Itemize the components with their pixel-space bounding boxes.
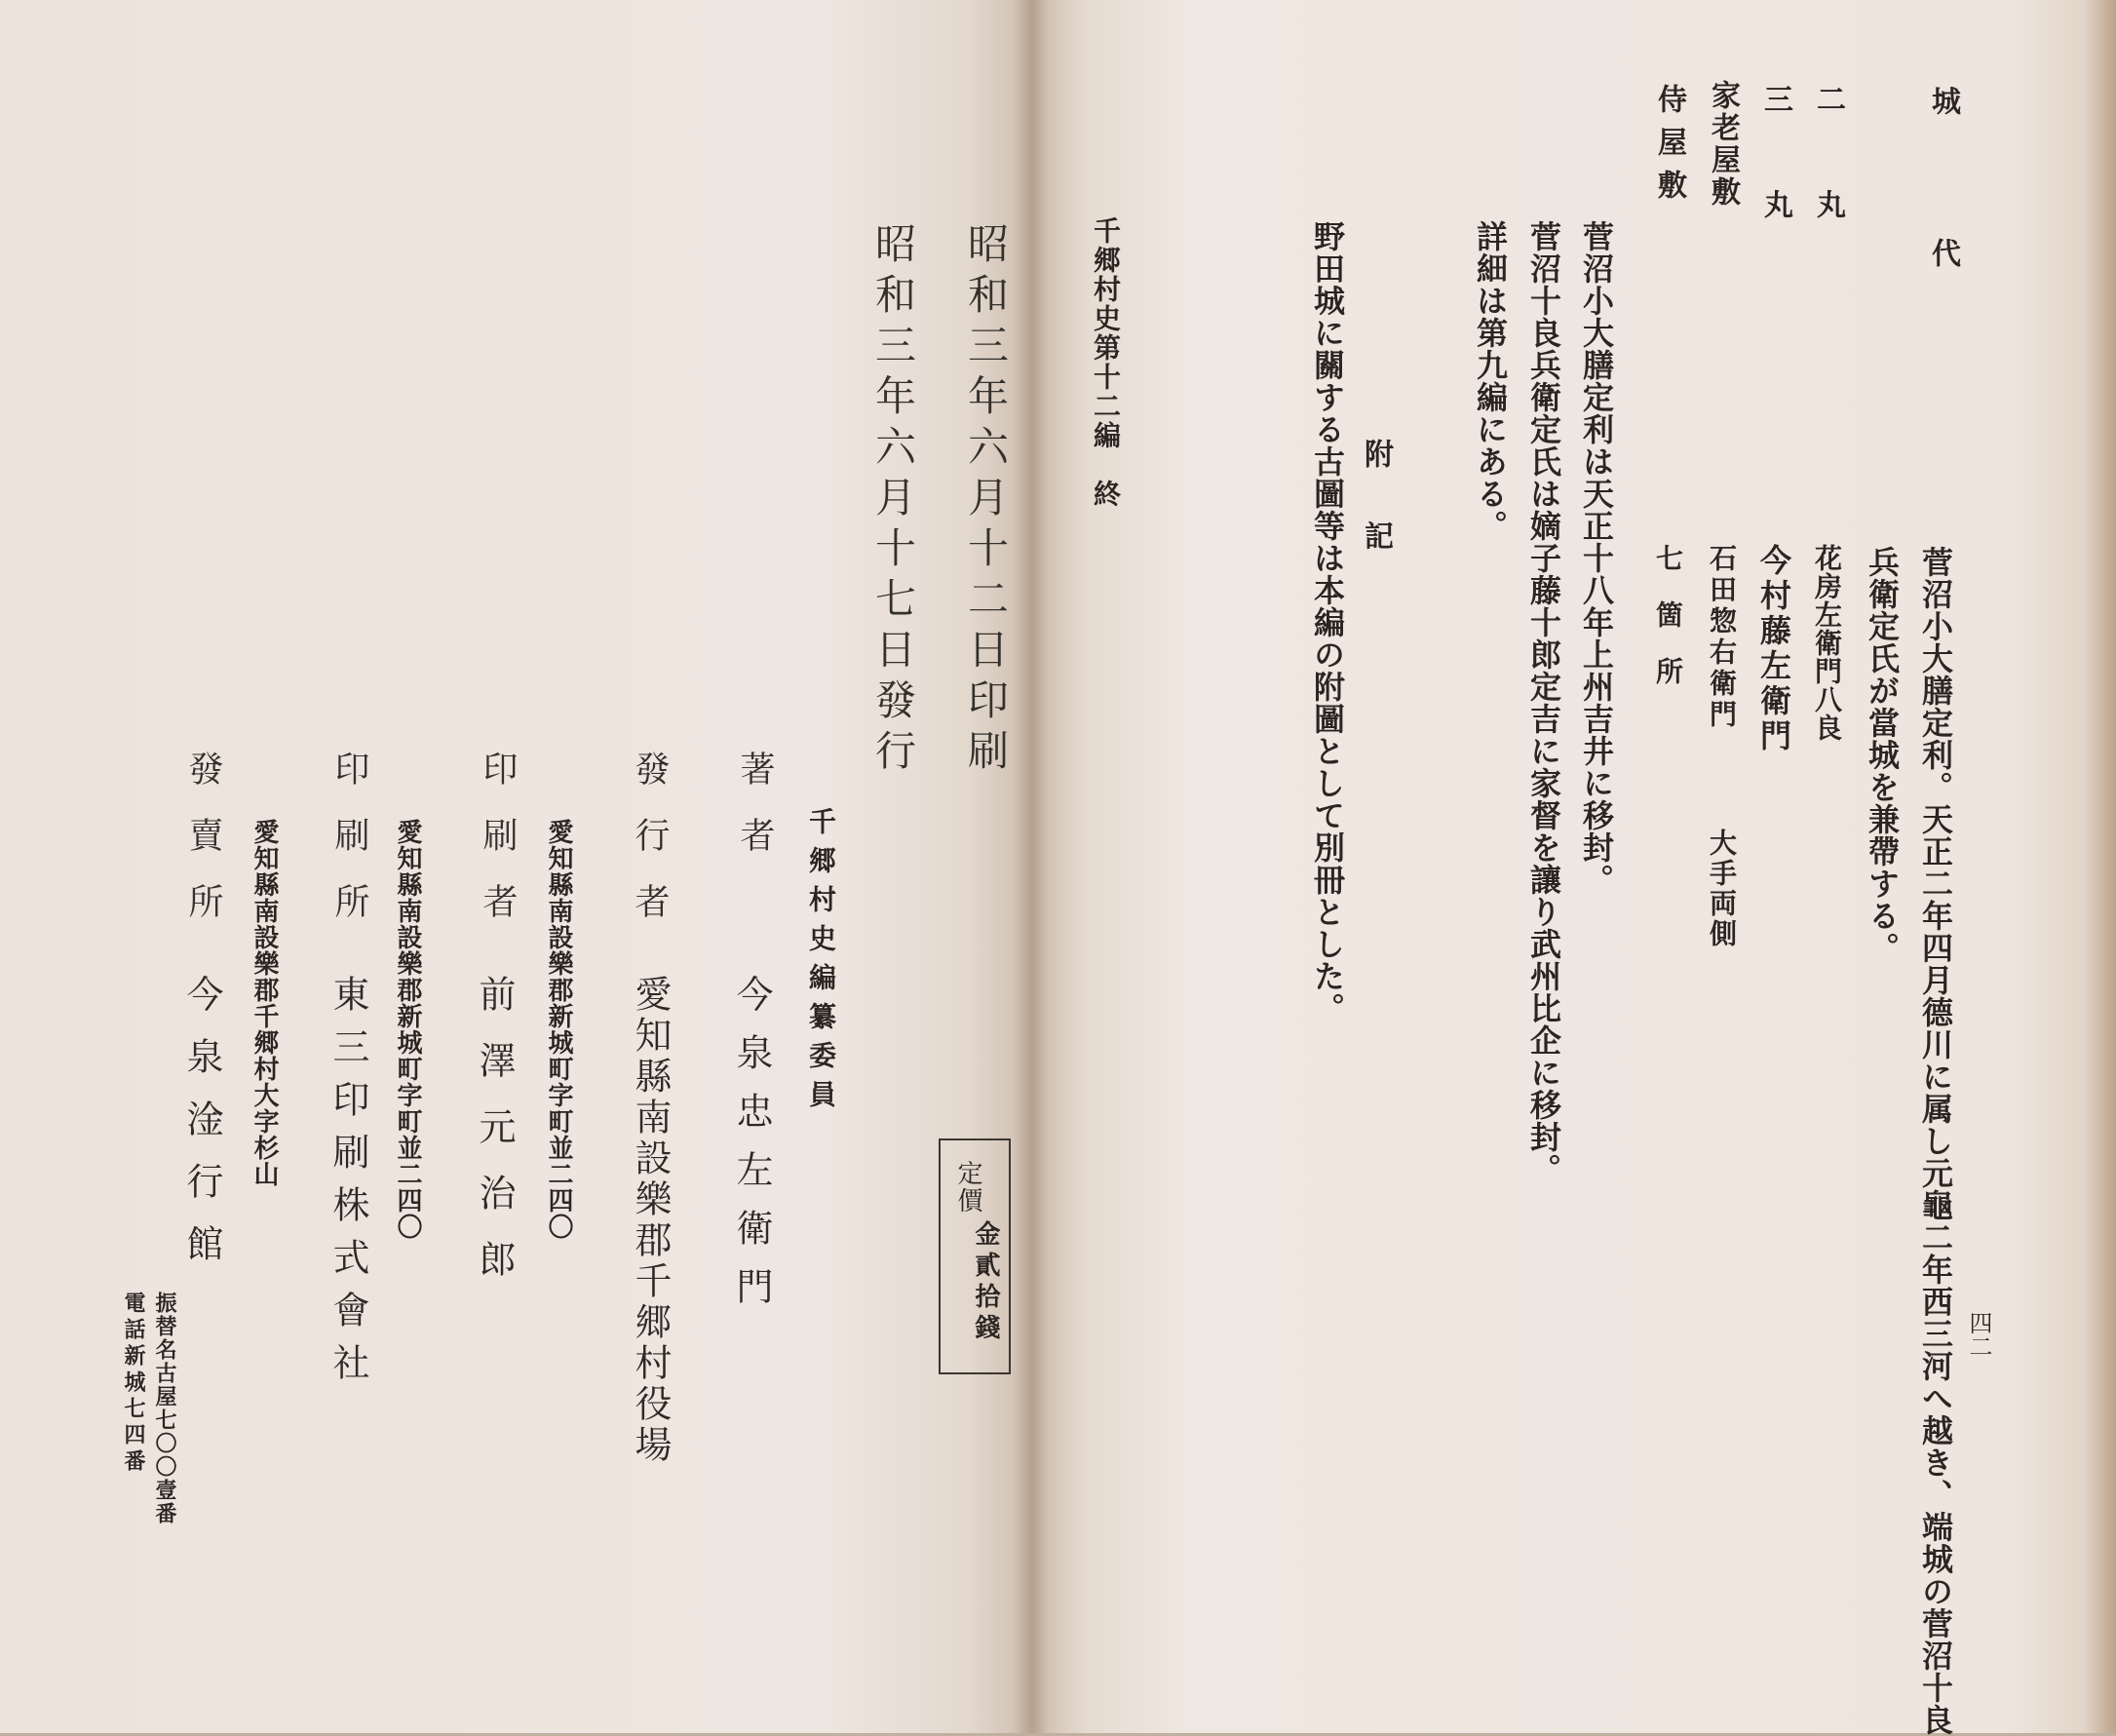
list-item-name: 家老屋敷 — [1706, 80, 1740, 209]
publisher-name: 愛知縣南設樂郡千郷村役場 — [629, 975, 672, 1466]
author-label: 著者 — [735, 751, 775, 883]
author-committee: 千郷村史編纂委員 — [805, 807, 837, 1119]
book-gutter — [1014, 0, 1049, 1733]
print-shop-address: 愛知縣南設樂郡新城町字町並二四〇 — [393, 819, 422, 1240]
note-line: 詳細は第九編にある。 — [1472, 220, 1509, 542]
list-item-holder: 今村藤左衛門 — [1755, 544, 1792, 754]
castle-lord-line1: 菅沼小大膳定利。天正二年四月德川に属し元龜二年西三河へ越き、端城の菅沼十良 — [1917, 546, 1954, 1736]
appendix-text: 野田城に關する古圖等は本編の附圖として別冊とした。 — [1309, 220, 1346, 1024]
seller-name: 今泉淦行館 — [180, 975, 223, 1287]
print-shop-name: 東三印刷株式會社 — [327, 975, 369, 1396]
appendix-heading: 附 記 — [1359, 439, 1393, 561]
price-label: 定價 — [953, 1160, 982, 1215]
list-item-name: 三 丸 — [1758, 84, 1792, 224]
list-item-holder: 花房左衛門八良 — [1811, 544, 1843, 742]
note-line: 菅沼小大膳定利は天正十八年上州吉井に移封。 — [1578, 220, 1615, 896]
seller-address: 愛知縣南設樂郡千郷村大字杉山 — [250, 819, 279, 1187]
list-item-location: 大手両側 — [1706, 829, 1738, 949]
castle-lord-label: 城 代 — [1926, 86, 1960, 289]
seller-transfer-account: 振替名古屋七〇〇壹番 — [152, 1292, 177, 1525]
print-date: 昭和三年六月十二日印刷 — [962, 222, 1010, 780]
print-shop-label: 印刷所 — [329, 751, 369, 949]
price-value: 金貳拾錢 — [971, 1220, 1000, 1345]
publisher-label: 發行者 — [630, 751, 670, 949]
list-item-holder: 石田惣右衛門 — [1706, 544, 1738, 731]
author-name: 今泉忠左衛門 — [730, 975, 773, 1326]
seller-phone: 電話新城七四番 — [121, 1292, 146, 1476]
end-mark: 千郷村史第十二編 終 — [1090, 216, 1122, 509]
note-line: 菅沼十良兵衛定氏は嫡子藤十郎定吉に家督を讓り武州比企に移封。 — [1525, 220, 1562, 1185]
printer-address: 愛知縣南設樂郡新城町字町並二四〇 — [544, 819, 573, 1240]
printer-name: 前澤元治郎 — [473, 975, 516, 1306]
list-item-name: 侍屋敷 — [1652, 84, 1686, 212]
list-item-holder: 七 箇 所 — [1652, 544, 1684, 685]
castle-lord-line2: 兵衛定氏が當城を兼帶する。 — [1864, 546, 1901, 964]
list-item-name: 二 丸 — [1811, 84, 1845, 224]
page-number: 四二 — [1965, 1311, 1992, 1358]
issue-date: 昭和三年六月十七日發行 — [869, 222, 917, 780]
printer-label: 印刷者 — [478, 751, 518, 949]
seller-label: 發賣所 — [183, 751, 223, 949]
